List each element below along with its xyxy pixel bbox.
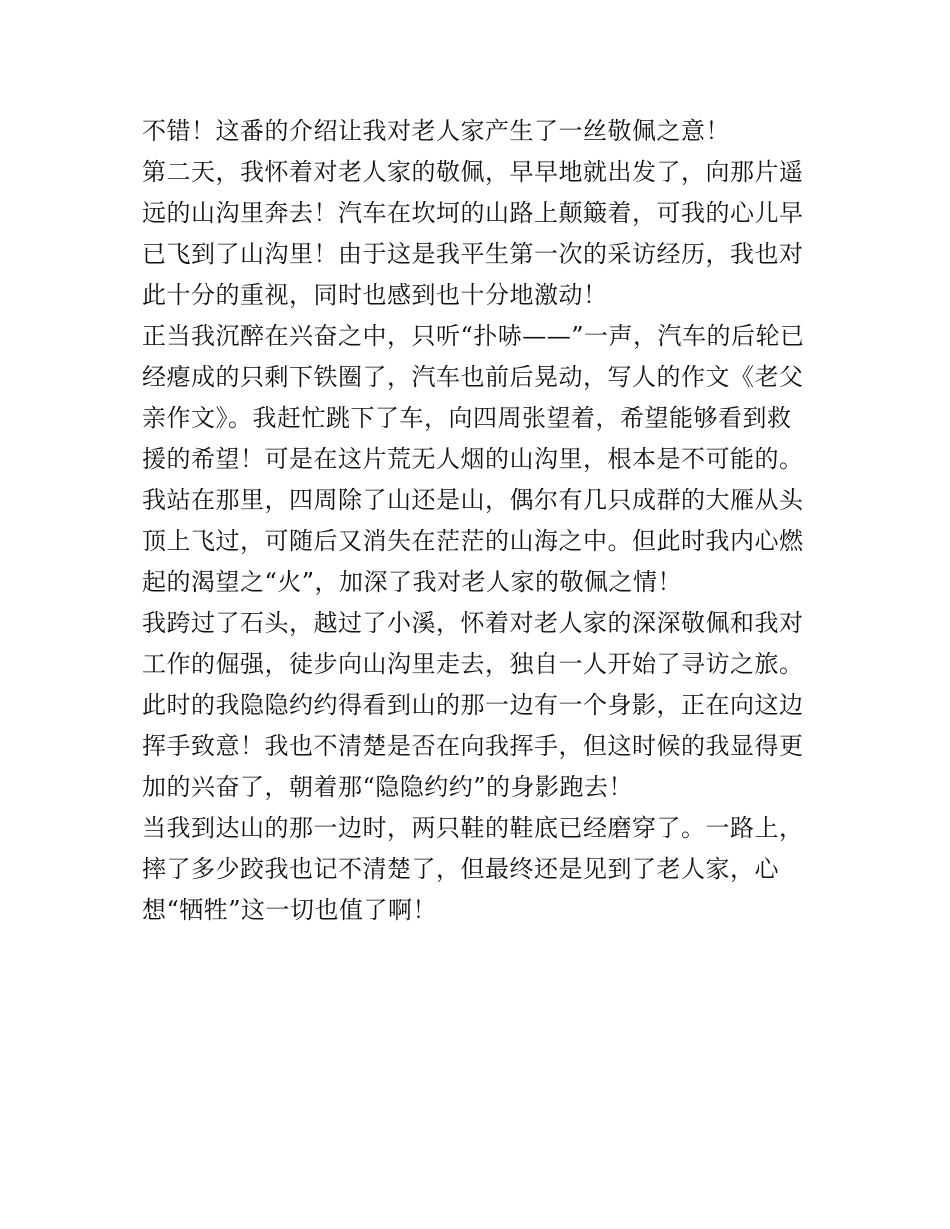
text-line: 工作的倔强，徒步向山沟里走去，独自一人开始了寻访之旅。: [142, 650, 804, 678]
text-line: 不错！这番的介绍让我对老人家产生了一丝敬佩之意！: [142, 117, 730, 145]
text-line: 想“牺牲”这一切也值了啊！: [142, 896, 438, 924]
text-line: 此十分的重视，同时也感到也十分地激动！: [142, 281, 608, 309]
text-line: 我站在那里，四周除了山还是山，偶尔有几只成群的大雁从头: [142, 486, 804, 514]
text-line: 加的兴奋了，朝着那“隐隐约约”的身影跑去！: [142, 773, 634, 801]
text-line: 亲作文》。我赶忙跳下了车，向四周张望着，希望能够看到救: [142, 404, 792, 432]
text-line: 我跨过了石头，越过了小溪，怀着对老人家的深深敬佩和我对: [142, 609, 804, 637]
text-line: 正当我沉醉在兴奋之中，只听“扑哧——”一声，汽车的后轮已: [142, 322, 805, 350]
text-line: 经瘪成的只剩下铁圈了，汽车也前后晃动，写人的作文《老父: [142, 363, 804, 391]
text-line: 远的山沟里奔去！汽车在坎坷的山路上颠簸着，可我的心儿早: [142, 199, 804, 227]
text-line: 第二天，我怀着对老人家的敬佩，早早地就出发了，向那片遥: [142, 158, 804, 186]
text-line: 顶上飞过，可随后又消失在茫茫的山海之中。但此时我内心燃: [142, 527, 804, 555]
body-text: [142, 111, 822, 931]
text-line: 援的希望！可是在这片荒无人烟的山沟里，根本是不可能的。: [142, 445, 804, 473]
text-line: 摔了多少跤我也记不清楚了，但最终还是见到了老人家，心: [142, 855, 779, 883]
text-line: 挥手致意！我也不清楚是否在向我挥手，但这时候的我显得更: [142, 732, 804, 760]
text-line: 起的渴望之“火”，加深了我对老人家的敬佩之情！: [142, 568, 683, 596]
text-line: 此时的我隐隐约约得看到山的那一边有一个身影，正在向这边: [142, 691, 804, 719]
text-line: 当我到达山的那一边时，两只鞋的鞋底已经磨穿了。一路上，: [142, 814, 804, 842]
text-line: 已飞到了山沟里！由于这是我平生第一次的采访经历，我也对: [142, 240, 804, 268]
